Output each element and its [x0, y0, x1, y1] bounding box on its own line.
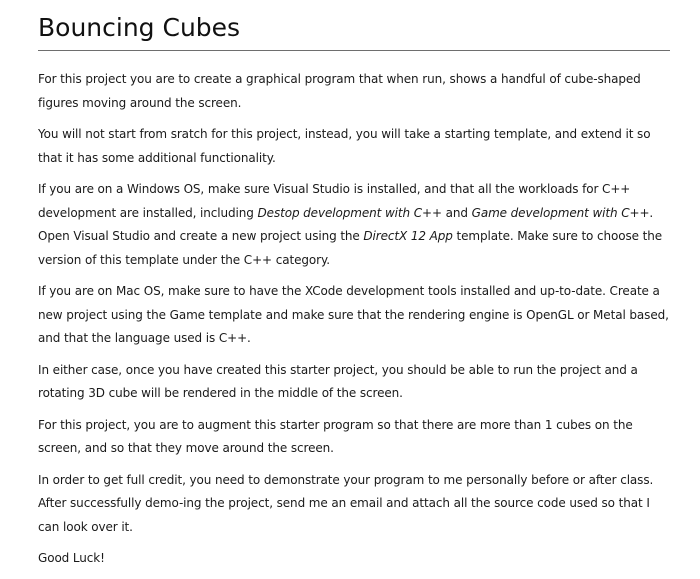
windows-text-4: template. Make sure to choose the version of this template under the C++ category.	[38, 229, 663, 267]
windows-text-3: . Open Visual Studio and create a new project using the	[38, 205, 654, 243]
paragraph-intro: For this project you are to create a graphical program that when run, shows a handful of cube-shaped figures moving around the screen.	[38, 72, 641, 110]
title-divider	[38, 50, 670, 51]
windows-text-1: If you are on a Windows OS, make sure Visual Studio is installed, and that all the workloads for C++ development are installed, including	[38, 182, 631, 220]
page-title: Bouncing Cubes	[38, 13, 241, 42]
workload-desktop: Destop development with C++	[257, 205, 442, 220]
template-name: DirectX 12 App	[363, 229, 453, 243]
paragraph-closing: Good Luck!	[38, 551, 105, 565]
paragraph-credit: In order to get full credit, you need to demonstrate your program to me personally before or after class. After successfully demo-ing the project, send me an email and attach all the source code used so that I can look over it.	[38, 472, 654, 534]
paragraph-mac: If you are on Mac OS, make sure to have the XCode development tools installed and up-to-date. Create a new project using the Game template and make sure that the rendering engine is OpenGL or Metal based, and that the language used is C++.	[38, 284, 669, 345]
workload-game: Game development with C++	[471, 205, 650, 220]
windows-text-2: and	[441, 205, 472, 220]
paragraph-augment: For this project, you are to augment this starter program so that there are more than 1 cubes on the screen, and so that they move around the screen.	[38, 417, 633, 455]
paragraph-template: You will not start from sratch for this project, instead, you will take a starting template, and extend it so that it has some additional functionality.	[38, 127, 651, 165]
paragraph-starter: In either case, once you have created this starter project, you should be able to run the project and a rotating 3D cube will be rendered in the middle of the screen.	[38, 362, 638, 400]
paragraph-windows	[38, 178, 670, 272]
document-page	[38, 12, 670, 579]
